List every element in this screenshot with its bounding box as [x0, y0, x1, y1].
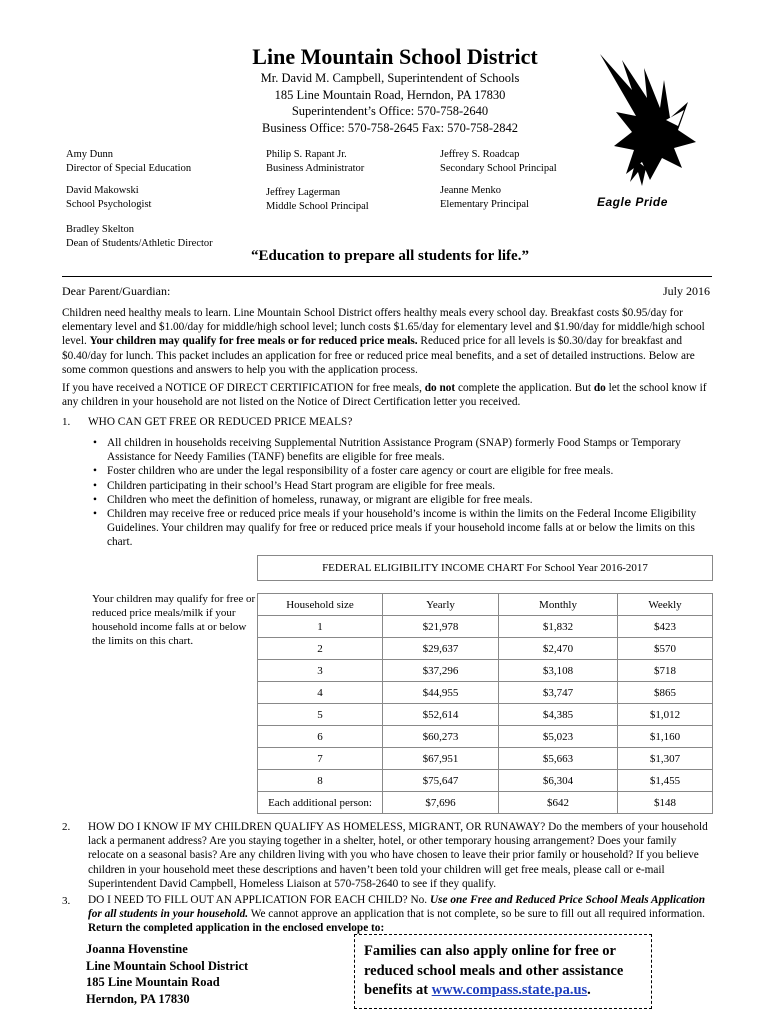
question-number: 1. [62, 416, 71, 428]
staff-title: Director of Special Education [66, 162, 192, 174]
direct-certification-paragraph [62, 381, 712, 409]
table-cell: $718 [618, 660, 713, 682]
list-item: • Children may receive free or reduced price meals if your household’s income is within the limits on the Federal Income Eligibility Guidelines. Your children may qualify for free or reduced price meals if your household income falls at or below the limits on this chart. [93, 507, 703, 550]
address-line: Herndon, PA 17830 [86, 991, 190, 1006]
staff-title: Elementary Principal [440, 198, 529, 210]
intro-text: Children need healthy meals to learn. Line Mountain School District offers healthy meals every school day. Breakfast costs $0.95/day for elementary level and $1.00/day for middle/high school level; lunch costs $1.65/day for elementary level and $1.90/day for middle/high school level. [62, 307, 705, 348]
q3-bold-italic-text: Use one Free and Reduced Price School Meals Application for all students in your household. [88, 894, 706, 921]
table-cell: $5,663 [499, 748, 618, 770]
table-cell: $21,978 [383, 616, 499, 638]
cert-text: complete the application. But [455, 382, 594, 394]
staff-title: Business Administrator [266, 162, 365, 174]
divider [62, 276, 712, 277]
staff-entry [66, 223, 213, 250]
staff-title: Dean of Students/Athletic Director [66, 237, 213, 249]
staff-entry [66, 184, 151, 211]
staff-name: Philip S. Rapant Jr. [266, 149, 347, 160]
table-cell: $2,470 [499, 638, 618, 660]
table-cell: $7,696 [383, 792, 499, 814]
eligibility-list [93, 436, 703, 550]
staff-name: Jeanne Menko [440, 185, 501, 196]
table-cell: $1,832 [499, 616, 618, 638]
motto: “Education to prepare all students for life.” [251, 248, 529, 264]
staff-entry [266, 148, 364, 175]
table-cell: $1,307 [618, 748, 713, 770]
table-cell: $642 [499, 792, 618, 814]
staff-entry [440, 184, 529, 211]
table-cell: $5,023 [499, 726, 618, 748]
cert-bold-text: do [593, 382, 606, 394]
question-1-heading: WHO CAN GET FREE OR REDUCED PRICE MEALS? [88, 416, 353, 428]
table-cell: $29,637 [383, 638, 499, 660]
staff-title: Middle School Principal [266, 200, 369, 212]
salutation: Dear Parent/Guardian: [62, 284, 171, 298]
table-cell: 3 [258, 660, 383, 682]
eagle-pride-caption: Eagle Pride [597, 195, 668, 209]
column-header: Monthly [499, 594, 618, 616]
intro-paragraph [62, 306, 712, 377]
question-number: 2. [62, 821, 71, 833]
table-cell: $148 [618, 792, 713, 814]
online-text-end: . [587, 982, 591, 998]
question-3-text [88, 893, 713, 936]
table-row [258, 748, 713, 770]
staff-name: Jeffrey Lagerman [266, 187, 341, 198]
address-line: 185 Line Mountain Road, Herndon, PA 17830 [274, 87, 506, 102]
table-cell: $3,747 [499, 682, 618, 704]
staff-entry [440, 148, 557, 175]
table-cell: 2 [258, 638, 383, 660]
cert-text: let the school know if any children in your household are not listed on the Notice of Direct Certification letter you received. [62, 382, 707, 409]
table-row [258, 770, 713, 792]
cert-bold-text: do not [424, 382, 456, 394]
table-header-row [258, 594, 713, 616]
intro-bold-text: Your children may qualify for free meals or for reduced price meals. [89, 335, 418, 348]
staff-name: Amy Dunn [66, 149, 113, 160]
letterhead-info [205, 70, 575, 136]
cert-text: If you have received a NOTICE OF DIRECT CERTIFICATION for free meals, [62, 382, 425, 394]
online-text: Families can also apply online for free or reduced school meals and other assistance benefits at [364, 943, 624, 998]
table-row [258, 792, 713, 814]
table-cell: $1,160 [618, 726, 713, 748]
table-cell: $37,296 [383, 660, 499, 682]
question-2-text: HOW DO I KNOW IF MY CHILDREN QUALIFY AS HOMELESS, MIGRANT, OR RUNAWAY? Do the members of your household lack a permanent address? Are you staying together in a shelter, hotel, or other temporary housing arrangement? Does your family relocate on a seasonal basis? Are any children living with you who have chosen to leave their prior family or household? If you believe children in your household meet these descriptions and haven’t been told your children will get free meals, please call or e-mail Superintendent David Campbell, Homeless Liaison at 570-758-2640 to see if they qualify. [88, 821, 708, 890]
table-cell: $4,385 [499, 704, 618, 726]
superintendent-phone-line: Superintendent’s Office: 570-758-2640 [291, 104, 489, 118]
table-cell: 8 [258, 770, 383, 792]
staff-name: Jeffrey S. Roadcap [440, 149, 520, 160]
column-header: Household size [258, 594, 383, 616]
income-chart-title: FEDERAL ELIGIBILITY INCOME CHART For School Year 2016-2017 [258, 556, 713, 581]
table-cell: $1,012 [618, 704, 713, 726]
q3-text: DO I NEED TO FILL OUT AN APPLICATION FOR EACH CHILD? No. [88, 894, 430, 906]
staff-entry [266, 186, 369, 213]
list-item: • Children who meet the definition of homeless, runaway, or migrant are eligible for free meals. [93, 493, 703, 507]
district-name: Line Mountain School District [252, 44, 538, 69]
q3-bold-text: Return the completed application in the enclosed envelope to: [88, 922, 385, 935]
staff-title: Secondary School Principal [440, 162, 557, 174]
table-cell: $423 [618, 616, 713, 638]
superintendent-line: Mr. David M. Campbell, Superintendent of Schools [260, 71, 520, 85]
chart-side-note: Your children may qualify for free or reduced price meals/milk if your household income falls at or below the limits on this chart. [92, 593, 256, 647]
address-line: 185 Line Mountain Road [86, 975, 220, 989]
table-cell: Each additional person: [258, 792, 383, 814]
staff-entry [66, 148, 191, 175]
column-header: Yearly [383, 594, 499, 616]
address-line: Line Mountain School District [86, 958, 249, 973]
table-cell: $75,647 [383, 770, 499, 792]
online-apply-text [364, 942, 649, 1001]
table-cell: $44,955 [383, 682, 499, 704]
table-cell: $60,273 [383, 726, 499, 748]
column-header: Weekly [618, 594, 713, 616]
table-row [258, 616, 713, 638]
table-cell: $6,304 [499, 770, 618, 792]
table-row [258, 726, 713, 748]
table-row [258, 638, 713, 660]
table-cell: $3,108 [499, 660, 618, 682]
address-line: Joanna Hovenstine [86, 942, 188, 956]
table-cell: 7 [258, 748, 383, 770]
question-number: 3. [62, 895, 71, 907]
table-row [258, 682, 713, 704]
compass-link[interactable]: www.compass.state.pa.us [431, 982, 588, 998]
table-cell: 4 [258, 682, 383, 704]
list-item: • All children in households receiving Supplemental Nutrition Assistance Program (SNAP) formerly Food Stamps or Temporary Assistance for Needy Families (TANF) benefits are eligible for free meals. [93, 436, 703, 464]
table-cell: $67,951 [383, 748, 499, 770]
list-item: • Foster children who are under the legal responsibility of a foster care agency or court are eligible for free meals. [93, 464, 703, 478]
intro-text: Reduced price for all levels is $0.30/day for breakfast and $0.40/day for lunch. This packet includes an application for free or reduced price meal benefits, and a set of detailed instructions. Below are some common questions and answers to help you with the application process. [62, 335, 695, 376]
eagle-logo [592, 50, 702, 190]
table-row [258, 660, 713, 682]
table-cell: $52,614 [383, 704, 499, 726]
table-cell: $570 [618, 638, 713, 660]
return-address [86, 941, 248, 1007]
table-cell: 5 [258, 704, 383, 726]
table-cell: 1 [258, 616, 383, 638]
table-row [258, 704, 713, 726]
q3-text: We cannot approve an application that is not complete, so be sure to fill out all required information. [248, 908, 705, 921]
table-cell: 6 [258, 726, 383, 748]
staff-name: Bradley Skelton [66, 224, 134, 235]
business-office-line: Business Office: 570-758-2645 Fax: 570-758-2842 [262, 120, 518, 135]
table-cell: $1,455 [618, 770, 713, 792]
list-item: • Children participating in their school’s Head Start program are eligible for free meals. [93, 479, 703, 493]
staff-name: David Makowski [66, 185, 139, 196]
income-chart-table [257, 555, 713, 814]
staff-title: School Psychologist [66, 198, 152, 210]
table-cell: $865 [618, 682, 713, 704]
table-spacer [258, 581, 713, 594]
letter-date: July 2016 [662, 284, 710, 298]
